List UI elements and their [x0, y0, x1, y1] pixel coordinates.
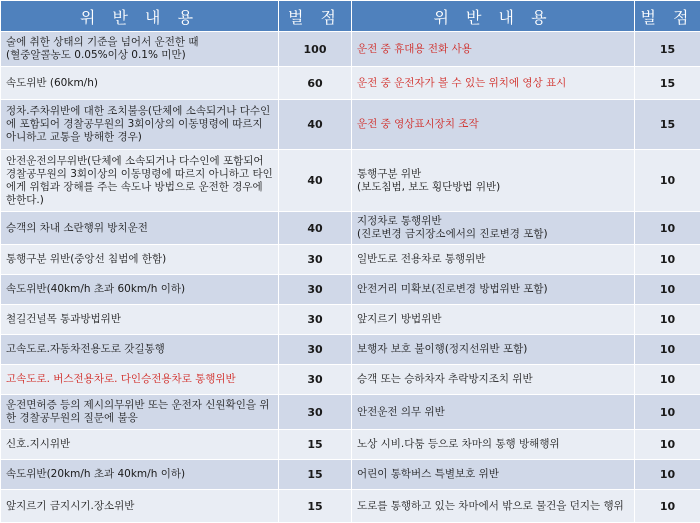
violation-right: 안전거리 미확보(진로변경 방법위반 포함) [352, 275, 635, 305]
header-violation-right: 위 반 내 용 [352, 1, 635, 32]
table-row [1, 365, 700, 395]
table-row [1, 430, 700, 460]
points-left: 100 [279, 32, 352, 67]
table-row [1, 212, 700, 245]
table-body [1, 32, 700, 523]
points-left: 30 [279, 365, 352, 395]
header-points-right: 벌 점 [635, 1, 700, 32]
table-row [1, 490, 700, 523]
violation-right: 안전운전 의무 위반 [352, 395, 635, 430]
points-left: 30 [279, 245, 352, 275]
violation-left: 속도위반(20km/h 초과 40km/h 이하) [1, 460, 279, 490]
violation-right: 도로를 통행하고 있는 차마에서 밖으로 물건을 던지는 행위 [352, 490, 635, 523]
violation-left: 정차.주차위반에 대한 조치불응(단체에 소속되거나 다수인에 포함되어 경찰공무원의 3회이상의 이동명령에 따르지 아니하고 교통을 방해한 경우) [1, 100, 279, 150]
points-left: 60 [279, 67, 352, 100]
points-right: 10 [635, 245, 700, 275]
points-right: 10 [635, 212, 700, 245]
violation-right: 통행구분 위반 (보도침범, 보도 횡단방법 위반) [352, 150, 635, 212]
table-row [1, 275, 700, 305]
table-row [1, 32, 700, 67]
points-right: 15 [635, 67, 700, 100]
points-left: 30 [279, 275, 352, 305]
violation-right: 어린이 통학버스 특별보호 위반 [352, 460, 635, 490]
points-left: 40 [279, 150, 352, 212]
table-row [1, 150, 700, 212]
table-row [1, 100, 700, 150]
points-right: 10 [635, 430, 700, 460]
points-right: 10 [635, 150, 700, 212]
points-left: 30 [279, 335, 352, 365]
points-right: 10 [635, 365, 700, 395]
points-right: 10 [635, 275, 700, 305]
table-row [1, 395, 700, 430]
violation-right: 앞지르기 방법위반 [352, 305, 635, 335]
points-right: 10 [635, 305, 700, 335]
violation-left: 안전운전의무위반(단체에 소속되거나 다수인에 포함되어 경찰공무원의 3회이상의 이동명령에 따르지 아니하고 타인에게 위험과 장해를 주는 속도나 방법으로 운전한 경우에 한한다.) [1, 150, 279, 212]
violation-right: 보행자 보호 불이행(정지선위반 포함) [352, 335, 635, 365]
violation-left: 승객의 차내 소란행위 방치운전 [1, 212, 279, 245]
table-row [1, 67, 700, 100]
violation-left: 철길건널목 통과방법위반 [1, 305, 279, 335]
violation-left: 운전면허증 등의 제시의무위반 또는 운전자 신원확인을 위한 경찰공무원의 질문에 불응 [1, 395, 279, 430]
violation-left: 고속도로.자동차전용도로 갓길통행 [1, 335, 279, 365]
violation-right: 지정차로 통행위반 (진로변경 금지장소에서의 진로변경 포함) [352, 212, 635, 245]
points-right: 10 [635, 460, 700, 490]
points-left: 30 [279, 305, 352, 335]
violation-right: 운전 중 휴대용 전화 사용 [352, 32, 635, 67]
header-points-left: 벌 점 [279, 1, 352, 32]
points-right: 15 [635, 32, 700, 67]
violation-left: 통행구분 위반(중앙선 침범에 한함) [1, 245, 279, 275]
points-left: 30 [279, 395, 352, 430]
points-left: 15 [279, 490, 352, 523]
points-right: 10 [635, 395, 700, 430]
header-row [1, 1, 700, 32]
header-violation-left: 위 반 내 용 [1, 1, 279, 32]
points-left: 40 [279, 212, 352, 245]
table-row [1, 335, 700, 365]
violation-left: 고속도로. 버스전용차로. 다인승전용차로 통행위반 [1, 365, 279, 395]
violation-left: 술에 취한 상태의 기준을 넘어서 운전한 때 (혈중알콜농도 0.05%이상 0.1% 미만) [1, 32, 279, 67]
table-row [1, 460, 700, 490]
points-right: 15 [635, 100, 700, 150]
violation-left: 속도위반 (60km/h) [1, 67, 279, 100]
violation-left: 앞지르기 금지시기.장소위반 [1, 490, 279, 523]
violation-right: 노상 시비.다툼 등으로 차마의 통행 방해행위 [352, 430, 635, 460]
table-row [1, 305, 700, 335]
violation-right: 일반도로 전용차로 통행위반 [352, 245, 635, 275]
violation-left: 속도위반(40km/h 초과 60km/h 이하) [1, 275, 279, 305]
table-row [1, 245, 700, 275]
points-right: 10 [635, 490, 700, 523]
points-right: 10 [635, 335, 700, 365]
violation-left: 신호.지시위반 [1, 430, 279, 460]
violation-right: 승객 또는 승하차자 추락방지조치 위반 [352, 365, 635, 395]
points-left: 15 [279, 460, 352, 490]
points-left: 40 [279, 100, 352, 150]
violation-right: 운전 중 운전자가 볼 수 있는 위치에 영상 표시 [352, 67, 635, 100]
violation-right: 운전 중 영상표시장치 조작 [352, 100, 635, 150]
points-left: 15 [279, 430, 352, 460]
